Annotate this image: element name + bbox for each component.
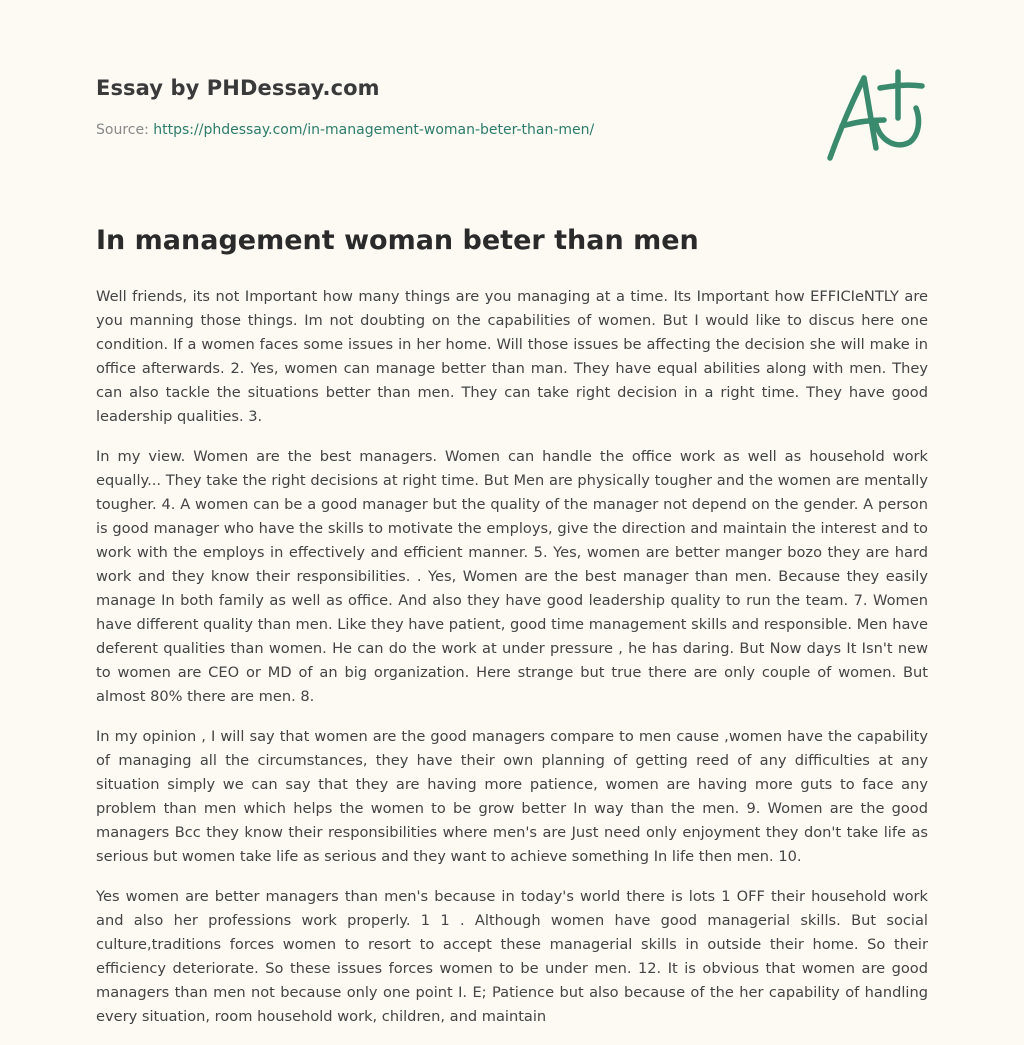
essay-paragraph: Well friends, its not Important how many things are you managing at a time. Its Important how EFFICIeNTLY are you manning those things. Im not doubting on the capabilities of women. But I would like to discus here one condition. If a women faces some issues in her home. Will those issues be affecting the decision she will make in office afterwards. 2. Yes, women can manage better than man. They have equal abilities along with men. They can also tackle the situations better than men. They can take right decision in a right time. They have good leadership qualities. 3. xyxy=(96,288,928,425)
essay-title: In management woman beter than men xyxy=(96,225,699,256)
essay-paragraph: Yes women are better managers than men's because in today's world there is lots 1 OFF their household work and also her professions work properly. 1 1 . Although women have good managerial skills. But social culture,traditions forces women to resort to accept these managerial skills in outside their home. So their efficiency deteriorate. So these issues forces women to be under men. 12. It is obvious that women are good managers than men not because only one point I. E; Patience but also because of the her capability of handling every situation, room household work, children, and maintain xyxy=(96,888,928,1025)
essay-paragraph: In my opinion , I will say that women are the good managers compare to men cause ,women have the capability of managing all the circumstances, they have their own planning of getting reed of any difficulties at any situation simply we can say that they are having more patience, women are having more guts to face any problem than men which helps the women to be grow better In way than the men. 9. Women are the good managers Bcc they know their responsibilities where men's are Just need only enjoyment they don't take life as serious but women take life as serious and they want to achieve something In life then men. 10. xyxy=(96,728,928,865)
site-title: Essay by PHDessay.com xyxy=(96,76,380,100)
page-header xyxy=(96,76,796,138)
a-plus-grade-icon xyxy=(818,64,930,168)
essay-paragraph: In my view. Women are the best managers. Women can handle the office work as well as household work equally... They take the right decisions at right time. But Men are physically tougher and the women are mentally tougher. 4. A women can be a good manager but the quality of the manager not depend on the gender. A person is good manager who have the skills to motivate the employs, give the direction and maintain the interest and to work with the employs in effectively and efficient manner. 5. Yes, women are better manger bozo they are hard work and they know their responsibilities. . Yes, Women are the best manager than men. Because they easily manage In both family as well as office. And also they have good leadership quality to run the team. 7. Women have different quality than men. Like they have patient, good time management skills and responsible. Men have deferent qualities than women. He can do the work at under pressure , he has daring. But Now days It Isn't new to women are CEO or MD of an big organization. Here strange but true there are only couple of women. But almost 80% there are men. 8. xyxy=(96,448,928,705)
source-line xyxy=(96,122,796,138)
essay-body xyxy=(96,285,928,1045)
source-label: Source: xyxy=(96,122,154,138)
source-link[interactable]: https://phdessay.com/in-management-woman-beter-than-men/ xyxy=(153,122,595,138)
